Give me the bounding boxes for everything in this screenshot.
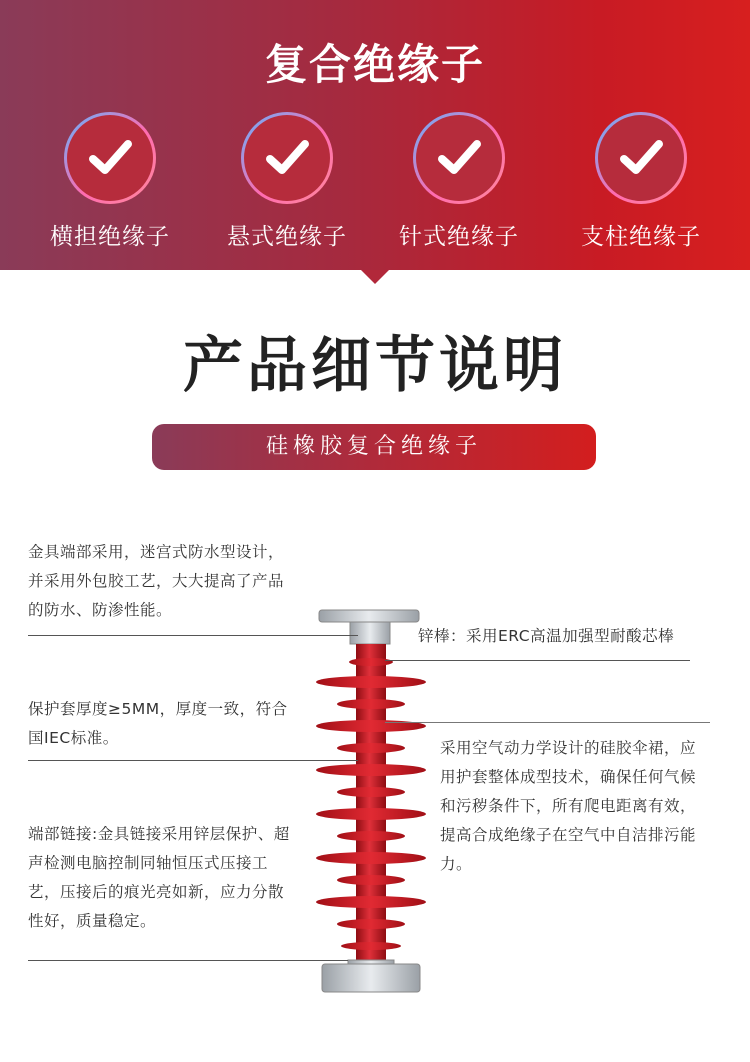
note-line: 采用空气动力学设计的硅胶伞裙，应 — [440, 739, 697, 757]
note-line: 提高合成绝缘子在空气中自洁排污能 — [440, 826, 697, 844]
category-label: 针式绝缘子 — [399, 224, 519, 250]
leader-line — [28, 635, 358, 636]
category-label: 支柱绝缘子 — [581, 224, 701, 250]
note-sheath-thickness — [28, 695, 328, 753]
section-subtitle-pill: 硅橡胶复合绝缘子 — [152, 424, 596, 470]
note-line: 并采用外包胶工艺，大大提高了产品 — [28, 572, 285, 590]
note-core-rod — [418, 622, 718, 651]
note-line: 用护套整体成型技术，确保任何气候 — [440, 768, 697, 786]
category-crossarm — [25, 112, 195, 251]
leader-line — [28, 760, 358, 761]
note-fitting-design — [28, 538, 328, 625]
category-label: 横担绝缘子 — [50, 224, 170, 250]
check-circle-icon — [413, 112, 505, 204]
category-label: 悬式绝缘子 — [227, 224, 347, 250]
note-line: 的防水、防渗性能。 — [28, 601, 173, 619]
note-line: 金具端部采用，迷宫式防水型设计， — [28, 543, 285, 561]
note-shed-design — [440, 734, 730, 879]
category-post — [556, 112, 726, 251]
leader-line — [385, 660, 690, 661]
note-line: 艺，压接后的痕光亮如新，应力分散 — [28, 883, 285, 901]
banner-pointer — [361, 270, 389, 284]
section-title: 产品细节说明 — [183, 331, 567, 401]
category-pin — [374, 112, 544, 251]
note-line: 性好，质量稳定。 — [28, 912, 157, 930]
check-circle-icon — [595, 112, 687, 204]
note-line: 端部链接:金具链接采用锌层保护、超 — [28, 825, 290, 843]
header-banner — [0, 0, 750, 270]
note-line: 国IEC标准。 — [28, 729, 119, 747]
note-end-link — [28, 820, 328, 936]
note-line: 和污秽条件下，所有爬电距离有效， — [440, 797, 697, 815]
category-suspension — [202, 112, 372, 251]
check-circle-icon — [64, 112, 156, 204]
note-line: 保护套厚度≥5MM，厚度一致，符合 — [28, 700, 288, 718]
banner-title: 复合绝缘子 — [264, 40, 485, 89]
note-line: 力。 — [440, 855, 473, 873]
note-line: 锌棒：采用ERC高温加强型耐酸芯棒 — [418, 627, 675, 645]
note-line: 声检测电脑控制同轴恒压式压接工 — [28, 854, 269, 872]
leader-line — [385, 722, 710, 723]
check-circle-icon — [241, 112, 333, 204]
leader-line — [28, 960, 348, 961]
